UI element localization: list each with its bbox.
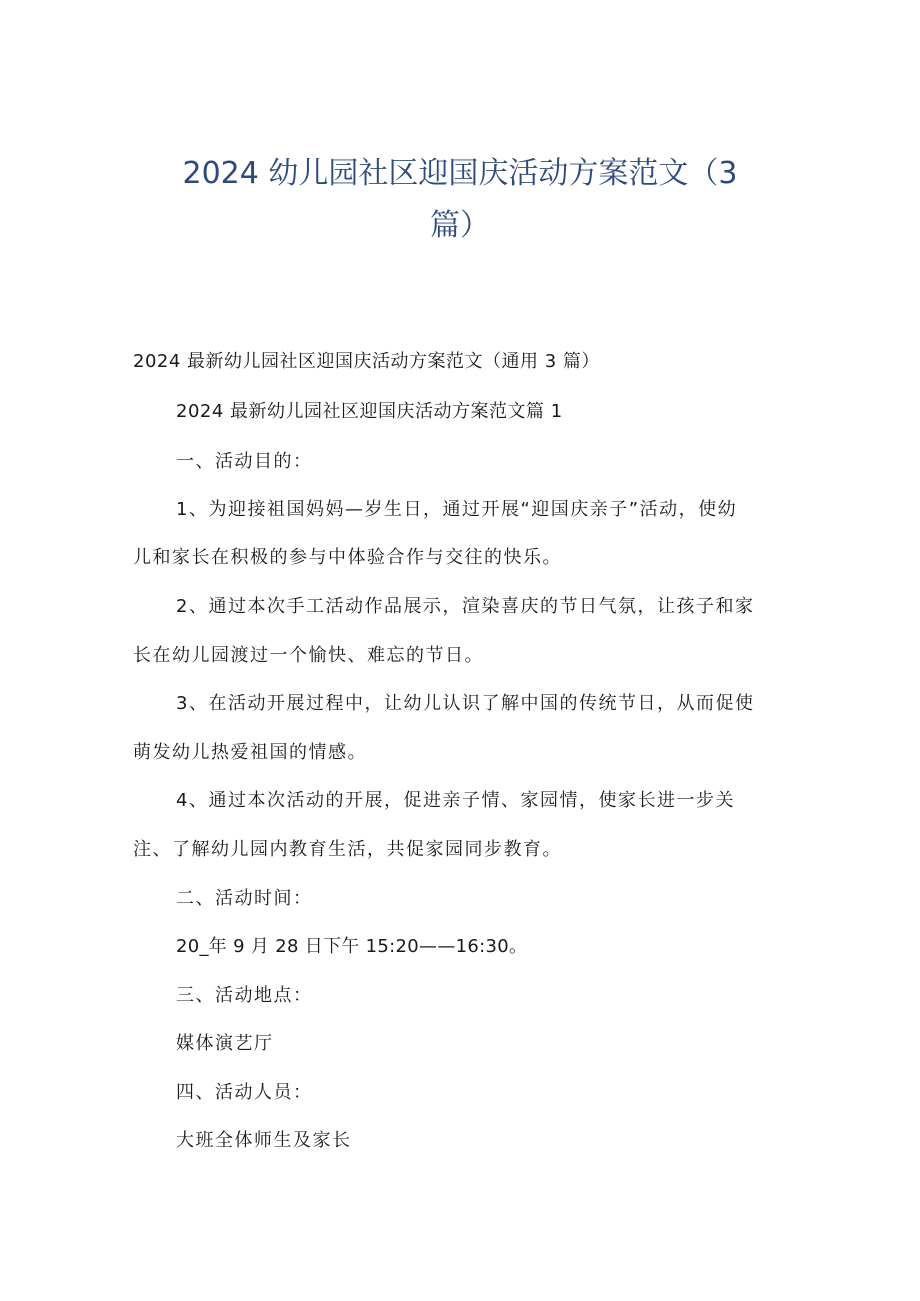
paragraph-line: 4、通过本次活动的开展，促进亲子情、家园情，使家长进一步关 [176, 790, 735, 811]
heading-purpose: 一、活动目的： [176, 451, 313, 472]
heading-location: 三、活动地点： [176, 985, 313, 1006]
paragraph-line: 2、通过本次手工活动作品展示，渲染喜庆的节日气氛，让孩子和家 [176, 596, 755, 617]
document-subtitle: 2024 最新幼儿园社区迎国庆活动方案范文（通用 3 篇） [133, 351, 600, 372]
paragraph-participants: 大班全体师生及家长 [176, 1130, 352, 1151]
paragraph-line: 萌发幼儿热爱祖国的情感。 [133, 742, 367, 763]
paragraph-location: 媒体演艺厅 [176, 1033, 274, 1054]
paragraph-time: 20_年 9 月 28 日下午 15:20——16:30。 [176, 936, 528, 957]
heading-participants: 四、活动人员： [176, 1082, 313, 1103]
document-title-line1: 2024 幼儿园社区迎国庆活动方案范文（3 [182, 156, 738, 191]
paragraph-line: 3、在活动开展过程中，让幼儿认识了解中国的传统节日，从而促使 [176, 693, 755, 714]
section-heading: 2024 最新幼儿园社区迎国庆活动方案范文篇 1 [176, 401, 563, 422]
paragraph-line: 儿和家长在积极的参与中体验合作与交往的快乐。 [133, 547, 562, 568]
paragraph-line: 1、为迎接祖国妈妈—岁生日，通过开展“迎国庆亲子”活动，使幼 [176, 499, 738, 520]
document-title [150, 148, 770, 252]
heading-time: 二、活动时间： [176, 888, 313, 909]
paragraph-line: 注、了解幼儿园内教育生活，共促家园同步教育。 [133, 839, 562, 860]
paragraph-line: 长在幼儿园渡过一个愉快、难忘的节日。 [133, 645, 484, 666]
document-title-line2: 篇） [430, 208, 490, 243]
